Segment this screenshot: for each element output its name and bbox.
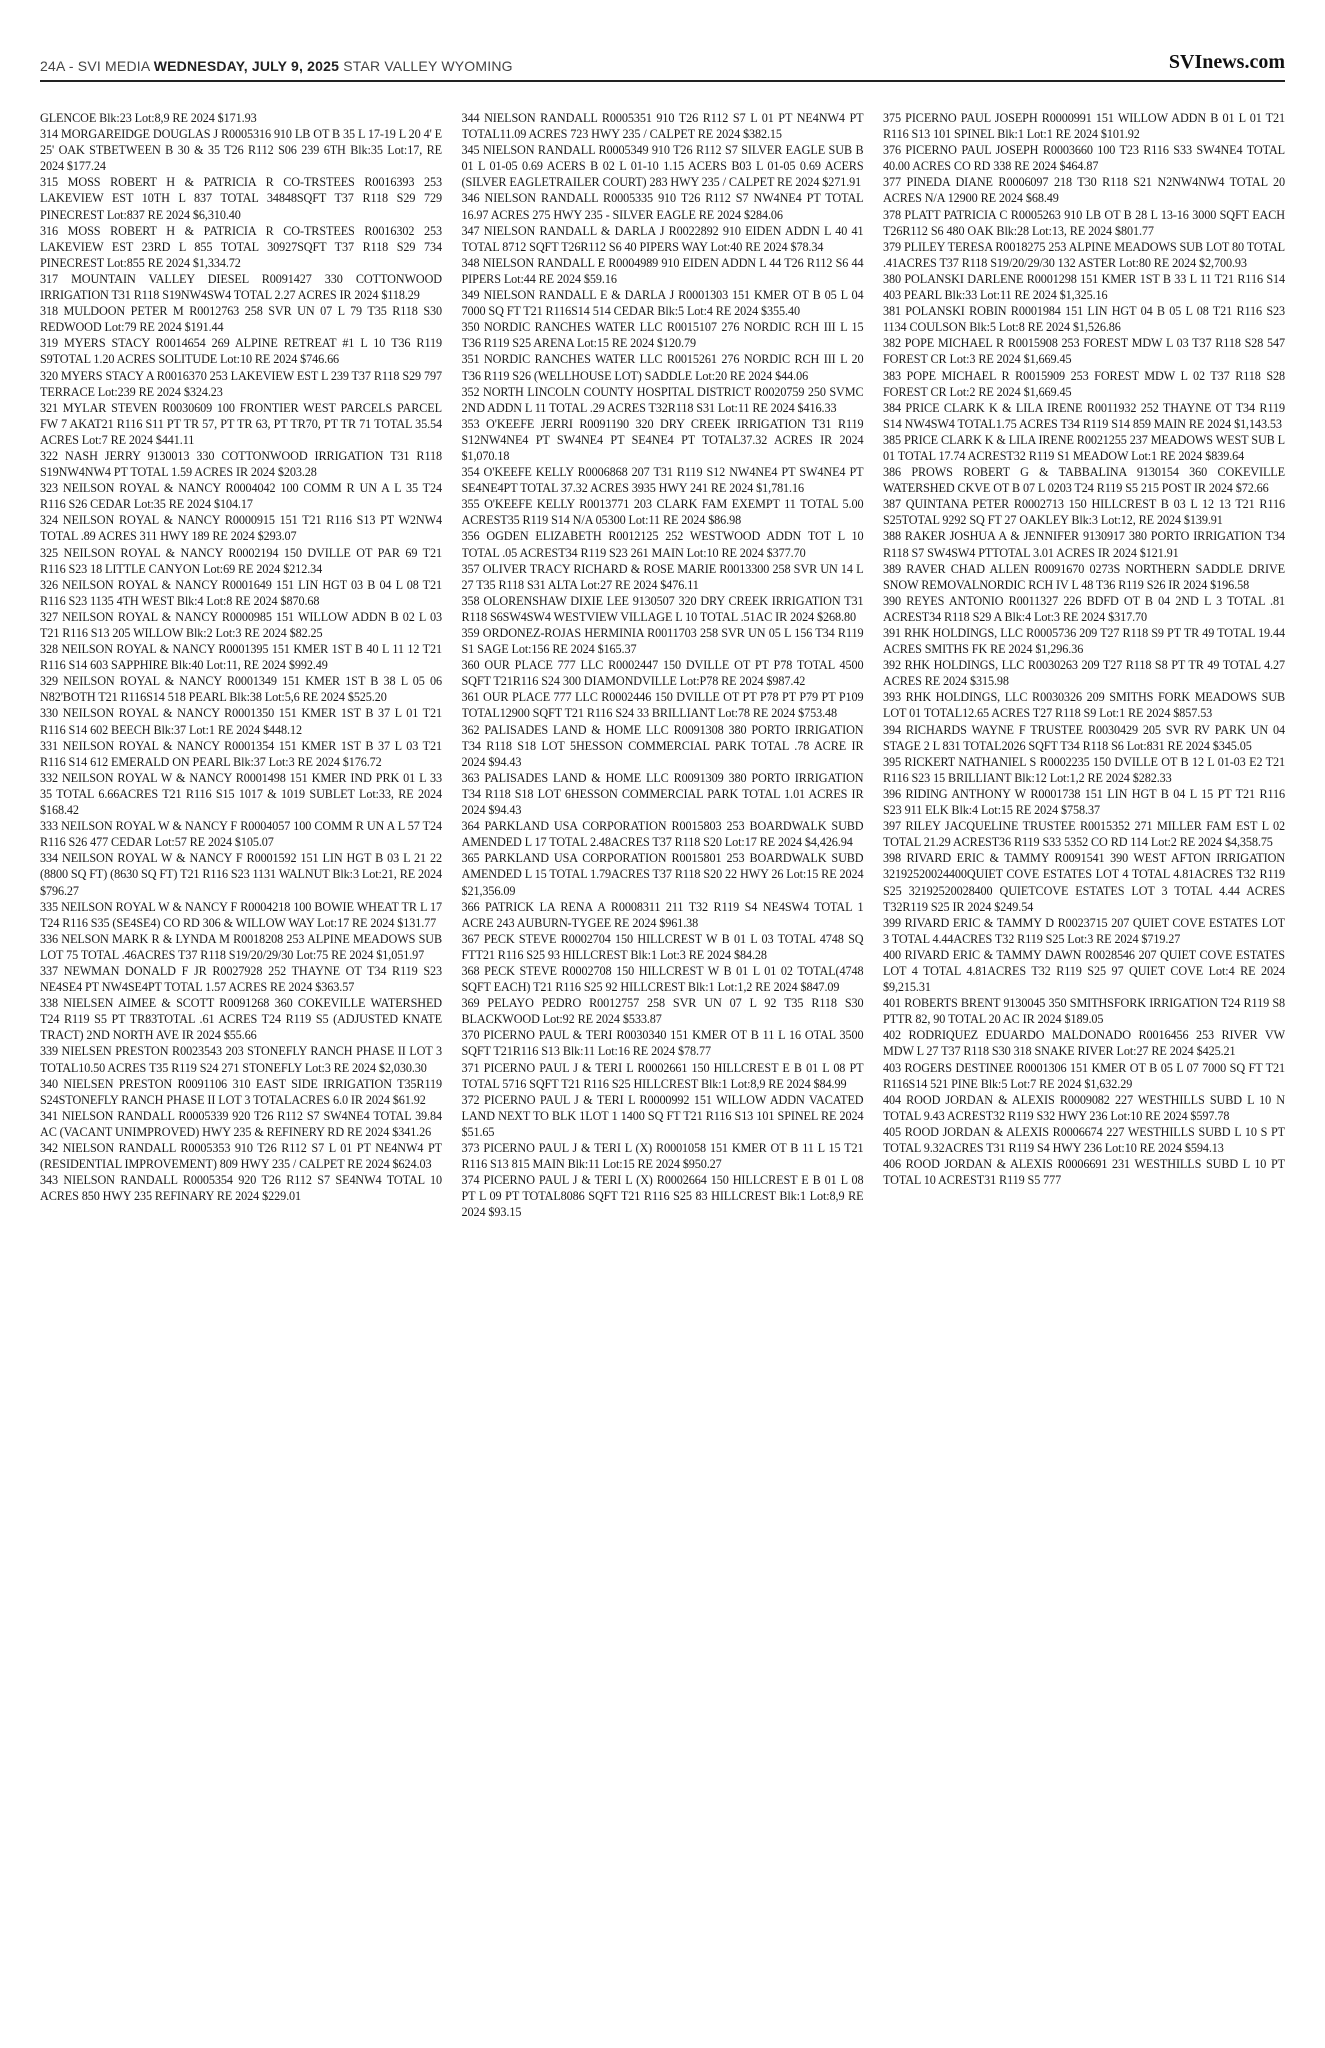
listing-entry: 389 RAVER CHAD ALLEN R0091670 0273S NORTHERN SADDLE DRIVE SNOW REMOVALNORDIC RCH IV L 48 T36 R119 S26 IR 2024 $196.58 <box>883 561 1285 592</box>
listing-entry: 331 NEILSON ROYAL & NANCY R0001354 151 KMER 1ST B 37 L 03 T21 R116 S14 612 EMERALD ON PEARL Blk:37 Lot:3 RE 2024 $176.72 <box>40 738 442 769</box>
listing-entry: 341 NIELSON RANDALL R0005339 920 T26 R112 S7 SW4NE4 TOTAL 39.84 AC (VACANT UNIMPROVED) HWY 235 & REFINERY RD RE 2024 $341.26 <box>40 1108 442 1139</box>
listing-entry: 354 O'KEEFE KELLY R0006868 207 T31 R119 S12 NW4NE4 PT SW4NE4 PT SE4NE4PT TOTAL 37.32 ACRES 3935 HWY 241 RE 2024 $1,781.16 <box>461 465 864 496</box>
listing-entry: 321 MYLAR STEVEN R0030609 100 FRONTIER WEST PARCELS PARCEL FW 7 AKAT21 R116 S11 PT TR 57, PT TR 63, PT TR70, PT TR 71 TOTAL 35.54 ACRES Lot:7 RE 2024 $441.11 <box>40 400 442 447</box>
listing-entry: 367 PECK STEVE R0002704 150 HILLCREST W B 01 L 03 TOTAL 4748 SQ FTT21 R116 S25 93 HILLCREST Blk:1 Lot:3 RE 2024 $84.28 <box>461 931 864 962</box>
listing-entry: 345 NIELSON RANDALL R0005349 910 T26 R112 S7 SILVER EAGLE SUB B 01 L 01-05 0.69 ACERS B 02 L 01-10 1.15 ACERS B03 L 01-05 0.69 ACERS (SILVER EAGLETRAILER COURT) 283 HWY 235 / CALPET RE 2024 $271.91 <box>461 143 864 190</box>
listing-entry: 330 NEILSON ROYAL & NANCY R0001350 151 KMER 1ST B 37 L 01 T21 R116 S14 602 BEECH Blk:37 Lot:1 RE 2024 $448.12 <box>40 706 442 737</box>
site-name: SVInews.com <box>1168 51 1285 73</box>
listing-entry: 371 PICERNO PAUL J & TERI L R0002661 150 HILLCREST E B 01 L 08 PT TOTAL 5716 SQFT T21 R116 S25 HILLCREST Blk:1 Lot:8,9 RE 2024 $84.99 <box>461 1060 864 1091</box>
listing-entry: 385 PRICE CLARK K & LILA IRENE R0021255 237 MEADOWS WEST SUB L 01 TOTAL 17.74 ACREST32 R119 S1 MEADOW Lot:1 RE 2024 $839.64 <box>883 432 1285 463</box>
listing-entry: 361 OUR PLACE 777 LLC R0002446 150 DVILLE OT PT P78 PT P79 PT P109 TOTAL12900 SQFT T21 R116 S24 33 BRILLIANT Lot:78 RE 2024 $753.48 <box>461 690 864 721</box>
listing-entry: 324 NEILSON ROYAL & NANCY R0000915 151 T21 R116 S13 PT W2NW4 TOTAL .89 ACRES 311 HWY 189 RE 2024 $293.07 <box>40 513 442 544</box>
listing-entry: 323 NEILSON ROYAL & NANCY R0004042 100 COMM R UN A L 35 T24 R116 S26 CEDAR Lot:35 RE 2024 $104.17 <box>40 481 442 512</box>
listing-entry: 375 PICERNO PAUL JOSEPH R0000991 151 WILLOW ADDN B 01 L 01 T21 R116 S13 101 SPINEL Blk:1 Lot:1 RE 2024 $101.92 <box>883 111 1285 142</box>
listing-entry: 364 PARKLAND USA CORPORATION R0015803 253 BOARDWALK SUBD AMENDED L 17 TOTAL 2.48ACRES T37 R118 S20 Lot:17 RE 2024 $4,426.94 <box>461 819 864 850</box>
listing-entry: 378 PLATT PATRICIA C R0005263 910 LB OT B 28 L 13-16 3000 SQFT EACH T26R112 S6 480 OAK Blk:28 Lot:13, RE 2024 $801.77 <box>883 207 1285 238</box>
listing-entry: 392 RHK HOLDINGS, LLC R0030263 209 T27 R118 S8 PT TR 49 TOTAL 4.27 ACRES RE 2024 $315.98 <box>883 658 1285 689</box>
listing-entry: 383 POPE MICHAEL R R0015909 253 FOREST MDW L 02 T37 R118 S28 FOREST CR Lot:2 RE 2024 $1,669.45 <box>883 368 1285 399</box>
listing-entry: 370 PICERNO PAUL & TERI R0030340 151 KMER OT B 11 L 16 OTAL 3500 SQFT T21R116 S13 Blk:11 Lot:16 RE 2024 $78.77 <box>461 1028 864 1059</box>
listing-entry: 381 POLANSKI ROBIN R0001984 151 LIN HGT 04 B 05 L 08 T21 R116 S23 1134 COULSON Blk:5 Lot:8 RE 2024 $1,526.86 <box>883 304 1285 335</box>
listing-entry: 316 MOSS ROBERT H & PATRICIA R CO-TRSTEES R0016302 253 LAKEVIEW EST 23RD L 855 TOTAL 30927SQFT T37 R118 S29 734 PINECREST Lot:855 RE 2024 $1,334.72 <box>40 223 442 270</box>
listing-entry: 347 NIELSON RANDALL & DARLA J R0022892 910 EIDEN ADDN L 40 41 TOTAL 8712 SQFT T26R112 S6 40 PIPERS WAY Lot:40 RE 2024 $78.34 <box>461 223 864 254</box>
listing-entry: 399 RIVARD ERIC & TAMMY D R0023715 207 QUIET COVE ESTATES LOT 3 TOTAL 4.44ACRES T32 R119 S25 Lot:3 RE 2024 $719.27 <box>883 915 1285 946</box>
listing-entry: 363 PALISADES LAND & HOME LLC R0091309 380 PORTO IRRIGATION T34 R118 S18 LOT 6HESSON COMMERCIAL PARK TOTAL 1.01 ACRES IR 2024 $94.43 <box>461 770 864 818</box>
listing-entry: 356 OGDEN ELIZABETH R0012125 252 WESTWOOD ADDN TOT L 10 TOTAL .05 ACREST34 R119 S23 261 MAIN Lot:10 RE 2024 $377.70 <box>461 529 864 560</box>
listing-entry: 379 PLILEY TERESA R0018275 253 ALPINE MEADOWS SUB LOT 80 TOTAL .41ACRES T37 R118 S19/20/29/30 132 ASTER Lot:80 RE 2024 $2,700.93 <box>883 239 1285 270</box>
listing-entry: 348 NIELSON RANDALL E R0004989 910 EIDEN ADDN L 44 T26 R112 S6 44 PIPERS Lot:44 RE 2024 $59.16 <box>461 255 864 286</box>
listing-entry: 394 RICHARDS WAYNE F TRUSTEE R0030429 205 SVR RV PARK UN 04 STAGE 2 L 831 TOTAL2026 SQFT T34 R118 S6 Lot:831 RE 2024 $345.05 <box>883 722 1285 753</box>
listing-entry: 350 NORDIC RANCHES WATER LLC R0015107 276 NORDIC RCH III L 15 T36 R119 S25 ARENA Lot:15 RE 2024 $120.79 <box>461 320 864 351</box>
listing-entry: 352 NORTH LINCOLN COUNTY HOSPITAL DISTRICT R0020759 250 SVMC 2ND ADDN L 11 TOTAL .29 ACRES T32R118 S31 Lot:11 RE 2024 $416.33 <box>461 384 864 415</box>
listing-entry: 390 REYES ANTONIO R0011327 226 BDFD OT B 04 2ND L 3 TOTAL .81 ACREST34 R118 S29 A Blk:4 Lot:3 RE 2024 $317.70 <box>883 593 1285 624</box>
listing-entry: 404 ROOD JORDAN & ALEXIS R0009082 227 WESTHILLS SUBD L 10 N TOTAL 9.43 ACREST32 R119 S32 HWY 236 Lot:10 RE 2024 $597.78 <box>883 1092 1285 1123</box>
listing-entry: 336 NELSON MARK R & LYNDA M R0018208 253 ALPINE MEADOWS SUB LOT 75 TOTAL .46ACRES T37 R118 S19/20/29/30 Lot:75 RE 2024 $1,051.97 <box>40 931 442 962</box>
listing-entry: 372 PICERNO PAUL J & TERI L R0000992 151 WILLOW ADDN VACATED LAND NEXT TO BLK 1LOT 1 1400 SQ FT T21 R116 S13 101 SPINEL RE 2024 $51.65 <box>461 1092 864 1139</box>
listing-columns <box>40 110 1285 2010</box>
listing-entry: 380 POLANSKI DARLENE R0001298 151 KMER 1ST B 33 L 11 T21 R116 S14 403 PEARL Blk:33 Lot:11 RE 2024 $1,325.16 <box>883 271 1285 303</box>
listing-entry: 339 NIELSEN PRESTON R0023543 203 STONEFLY RANCH PHASE II LOT 3 TOTAL10.50 ACRES T35 R119 S24 271 STONEFLY Lot:3 RE 2024 $2,030.30 <box>40 1044 442 1075</box>
listing-entry: 393 RHK HOLDINGS, LLC R0030326 209 SMITHS FORK MEADOWS SUB LOT 01 TOTAL12.65 ACRES T27 R118 S9 Lot:1 RE 2024 $857.53 <box>883 690 1285 721</box>
listing-entry: 403 ROGERS DESTINEE R0001306 151 KMER OT B 05 L 07 7000 SQ FT T21 R116S14 521 PINE Blk:5 Lot:7 RE 2024 $1,632.29 <box>883 1060 1285 1091</box>
location: STAR VALLEY WYOMING <box>343 58 513 74</box>
listing-entry: 360 OUR PLACE 777 LLC R0002447 150 DVILLE OT PT P78 TOTAL 4500 SQFT T21R116 S24 300 DIAMONDVILLE Lot:P78 RE 2024 $987.42 <box>461 658 864 689</box>
listing-entry: 358 OLORENSHAW DIXIE LEE 9130507 320 DRY CREEK IRRIGATION T31 R118 S6SW4SW4 WESTVIEW VILLAGE L 10 TOTAL .51AC IR 2024 $268.80 <box>461 593 864 624</box>
page-header-left: 24A - SVI MEDIA WEDNESDAY, JULY 9, 2025 STAR VALLEY WYOMING <box>40 58 513 74</box>
listing-entry: 342 NIELSON RANDALL R0005353 910 T26 R112 S7 L 01 PT NE4NW4 PT (RESIDENTIAL IMPROVEMENT) 809 HWY 235 / CALPET RE 2024 $624.03 <box>40 1141 442 1172</box>
column-1 <box>40 110 442 2010</box>
listing-entry: 376 PICERNO PAUL JOSEPH R0003660 100 T23 R116 S33 SW4NE4 TOTAL 40.00 ACRES CO RD 338 RE 2024 $464.87 <box>883 143 1285 174</box>
listing-entry: 328 NEILSON ROYAL & NANCY R0001395 151 KMER 1ST B 40 L 11 12 T21 R116 S14 603 SAPPHIRE Blk:40 Lot:11, RE 2024 $992.49 <box>40 642 442 673</box>
listing-entry: 374 PICERNO PAUL J & TERI L (X) R0002664 150 HILLCREST E B 01 L 08 PT L 09 PT TOTAL8086 SQFT T21 R116 S25 83 HILLCREST Blk:1 Lot:8,9 RE 2024 $93.15 <box>461 1173 864 1220</box>
listing-entry: 406 ROOD JORDAN & ALEXIS R0006691 231 WESTHILLS SUBD L 10 PT TOTAL 10 ACREST31 R119 S5 777 <box>883 1157 1285 1188</box>
listing-entry: 332 NEILSON ROYAL W & NANCY R0001498 151 KMER IND PRK 01 L 33 35 TOTAL 6.66ACRES T21 R116 S15 1017 & 1019 SUBLET Lot:33, RE 2024 $168.42 <box>40 770 442 818</box>
listing-entry: 329 NEILSON ROYAL & NANCY R0001349 151 KMER 1ST B 38 L 05 06 N82'BOTH T21 R116S14 518 PEARL Blk:38 Lot:5,6 RE 2024 $525.20 <box>40 674 442 705</box>
listing-entry: 397 RILEY JACQUELINE TRUSTEE R0015352 271 MILLER FAM EST L 02 TOTAL 21.29 ACREST36 R119 S33 5352 CO RD 114 Lot:2 RE 2024 $4,358.75 <box>883 819 1285 850</box>
listing-entry: 365 PARKLAND USA CORPORATION R0015801 253 BOARDWALK SUBD AMENDED L 15 TOTAL 1.79ACRES T37 R118 S20 22 HWY 26 Lot:15 RE 2024 $21,356.09 <box>461 851 864 898</box>
listing-entry: 314 MORGAREIDGE DOUGLAS J R0005316 910 LB OT B 35 L 17-19 L 20 4' E 25' OAK STBETWEEN B 30 & 35 T26 R112 S06 239 6TH Blk:35 Lot:17, RE 2024 $177.24 <box>40 127 442 174</box>
listing-entry: 400 RIVARD ERIC & TAMMY DAWN R0028546 207 QUIET COVE ESTATES LOT 4 TOTAL 4.81ACRES T32 R119 S25 97 QUIET COVE Lot:4 RE 2024 $9,215.31 <box>883 947 1285 995</box>
page-number: 24A <box>40 58 65 74</box>
column-2 <box>462 110 864 2010</box>
listing-entry: 334 NEILSON ROYAL W & NANCY F R0001592 151 LIN HGT B 03 L 21 22 (8800 SQ FT) (8630 SQ FT) T21 R116 S23 1131 WALNUT Blk:3 Lot:21, RE 2024 $796.27 <box>40 851 442 898</box>
listing-entry: 320 MYERS STACY A R0016370 253 LAKEVIEW EST L 239 T37 R118 S29 797 TERRACE Lot:239 RE 2024 $324.23 <box>40 368 442 399</box>
listing-entry: 398 RIVARD ERIC & TAMMY R0091541 390 WEST AFTON IRRIGATION 32192520024400QUIET COVE ESTATES LOT 4 TOTAL 4.81ACRES T32 R119 S25 32192520028400 QUIETCOVE ESTATES LOT 3 TOTAL 4.44 ACRES T32R119 S25 IR 2024 $249.54 <box>883 851 1285 914</box>
listing-entry: 322 NASH JERRY 9130013 330 COTTONWOOD IRRIGATION T31 R118 S19NW4NW4 PT TOTAL 1.59 ACRES IR 2024 $203.28 <box>40 448 442 480</box>
listing-entry: 344 NIELSON RANDALL R0005351 910 T26 R112 S7 L 01 PT NE4NW4 PT TOTAL11.09 ACRES 723 HWY 235 / CALPET RE 2024 $382.15 <box>461 111 864 142</box>
listing-entry: 369 PELAYO PEDRO R0012757 258 SVR UN 07 L 92 T35 R118 S30 BLACKWOOD Lot:92 RE 2024 $533.87 <box>461 996 864 1027</box>
page-header <box>40 52 1285 82</box>
listing-entry: 384 PRICE CLARK K & LILA IRENE R0011932 252 THAYNE OT T34 R119 S14 NW4SW4 TOTAL1.75 ACRES T34 R119 S14 859 MAIN RE 2024 $1,143.53 <box>883 400 1285 431</box>
listing-entry: 386 PROWS ROBERT G & TABBALINA 9130154 360 COKEVILLE WATERSHED CKVE OT B 07 L 0203 T24 R119 S5 215 POST IR 2024 $72.66 <box>883 465 1285 496</box>
listing-entry: 343 NIELSON RANDALL R0005354 920 T26 R112 S7 SE4NW4 TOTAL 10 ACRES 850 HWY 235 REFINARY RE 2024 $229.01 <box>40 1173 442 1204</box>
listing-entry: 318 MULDOON PETER M R0012763 258 SVR UN 07 L 79 T35 R118 S30 REDWOOD Lot:79 RE 2024 $191.44 <box>40 304 442 335</box>
listing-entry: 326 NEILSON ROYAL & NANCY R0001649 151 LIN HGT 03 B 04 L 08 T21 R116 S23 1135 4TH WEST Blk:4 Lot:8 RE 2024 $870.68 <box>40 577 442 608</box>
listing-entry: 395 RICKERT NATHANIEL S R0002235 150 DVILLE OT B 12 L 01-03 E2 T21 R116 S23 15 BRILLIANT Blk:12 Lot:1,2 RE 2024 $282.33 <box>883 754 1285 785</box>
listing-entry: 346 NIELSON RANDALL R0005335 910 T26 R112 S7 NW4NE4 PT TOTAL 16.97 ACRES 275 HWY 235 - SILVER EAGLE RE 2024 $284.06 <box>461 191 864 222</box>
listing-entry: 402 RODRIQUEZ EDUARDO MALDONADO R0016456 253 RIVER VW MDW L 27 T37 R118 S30 318 SNAKE RIVER Lot:27 RE 2024 $425.21 <box>883 1028 1285 1059</box>
listing-entry: 333 NEILSON ROYAL W & NANCY F R0004057 100 COMM R UN A L 57 T24 R116 S26 477 CEDAR Lot:57 RE 2024 $105.07 <box>40 819 442 850</box>
listing-entry: 373 PICERNO PAUL J & TERI L (X) R0001058 151 KMER OT B 11 L 15 T21 R116 S13 815 MAIN Blk:11 Lot:15 RE 2024 $950.27 <box>461 1141 864 1172</box>
listing-entry: 377 PINEDA DIANE R0006097 218 T30 R118 S21 N2NW4NW4 TOTAL 20 ACRES N/A 12900 RE 2024 $68.49 <box>883 175 1285 206</box>
listing-entry: 391 RHK HOLDINGS, LLC R0005736 209 T27 R118 S9 PT TR 49 TOTAL 19.44 ACRES SMITHS FK RE 2024 $1,296.36 <box>883 626 1285 657</box>
listing-entry: 340 NIELSEN PRESTON R0091106 310 EAST SIDE IRRIGATION T35R119 S24STONEFLY RANCH PHASE II LOT 3 TOTALACRES 6.0 IR 2024 $61.92 <box>40 1076 442 1107</box>
issue-date: WEDNESDAY, JULY 9, 2025 <box>153 58 340 74</box>
listing-entry: 327 NEILSON ROYAL & NANCY R0000985 151 WILLOW ADDN B 02 L 03 T21 R116 S13 205 WILLOW Blk:2 Lot:3 RE 2024 $82.25 <box>40 609 442 640</box>
listing-entry: 362 PALISADES LAND & HOME LLC R0091308 380 PORTO IRRIGATION T34 R118 S18 LOT 5HESSON COMMERCIAL PARK TOTAL .78 ACRE IR 2024 $94.43 <box>461 722 864 769</box>
listing-entry: 349 NIELSON RANDALL E & DARLA J R0001303 151 KMER OT B 05 L 04 7000 SQ FT T21 R116S14 514 CEDAR Blk:5 Lot:4 RE 2024 $355.40 <box>461 288 864 319</box>
column-3 <box>883 110 1285 2010</box>
listing-entry: 368 PECK STEVE R0002708 150 HILLCREST W B 01 L 01 02 TOTAL(4748 SQFT EACH) T21 R116 S25 92 HILLCREST Blk:1 Lot:1,2 RE 2024 $847.09 <box>461 963 864 995</box>
listing-entry: 387 QUINTANA PETER R0002713 150 HILLCREST B 03 L 12 13 T21 R116 S25TOTAL 9292 SQ FT 27 OAKLEY Blk:3 Lot:12, RE 2024 $139.91 <box>883 497 1285 528</box>
listing-entry: 315 MOSS ROBERT H & PATRICIA R CO-TRSTEES R0016393 253 LAKEVIEW EST 10TH L 837 TOTAL 34848SQFT T37 R118 S29 729 PINECREST Lot:837 RE 2024 $6,310.40 <box>40 175 442 222</box>
listing-entry: 351 NORDIC RANCHES WATER LLC R0015261 276 NORDIC RCH III L 20 T36 R119 S26 (WELLHOUSE LOT) SADDLE Lot:20 RE 2024 $44.06 <box>461 352 864 383</box>
listing-entry: 325 NEILSON ROYAL & NANCY R0002194 150 DVILLE OT PAR 69 T21 R116 S23 18 LITTLE CANYON Lot:69 RE 2024 $212.34 <box>40 545 442 576</box>
listing-entry: 337 NEWMAN DONALD F JR R0027928 252 THAYNE OT T34 R119 S23 NE4SE4 PT NW4SE4PT TOTAL 1.57 ACRES RE 2024 $363.57 <box>40 963 442 995</box>
listing-entry: 338 NIELSEN AIMEE & SCOTT R0091268 360 COKEVILLE WATERSHED T24 R119 S5 PT TR83TOTAL .61 ACRES T24 R119 S5 (ADJUSTED KNATE TRACT) 2ND NORTH AVE IR 2024 $55.66 <box>40 996 442 1043</box>
listing-entry: 405 ROOD JORDAN & ALEXIS R0006674 227 WESTHILLS SUBD L 10 S PT TOTAL 9.32ACRES T31 R119 S4 HWY 236 Lot:10 RE 2024 $594.13 <box>883 1124 1285 1155</box>
publisher: SVI MEDIA <box>77 58 150 74</box>
listing-entry: 319 MYERS STACY R0014654 269 ALPINE RETREAT #1 L 10 T36 R119 S9TOTAL 1.20 ACRES SOLITUDE Lot:10 RE 2024 $746.66 <box>40 336 442 367</box>
listing-entry: 382 POPE MICHAEL R R0015908 253 FOREST MDW L 03 T37 R118 S28 547 FOREST CR Lot:3 RE 2024 $1,669.45 <box>883 336 1285 367</box>
listing-entry: 388 RAKER JOSHUA A & JENNIFER 9130917 380 PORTO IRRIGATION T34 R118 S7 SW4SW4 PTTOTAL 3.01 ACRES IR 2024 $121.91 <box>883 529 1285 560</box>
listing-entry: 396 RIDING ANTHONY W R0001738 151 LIN HGT B 04 L 15 PT T21 R116 S23 911 ELK Blk:4 Lot:15 RE 2024 $758.37 <box>883 786 1285 818</box>
listing-entry: 359 ORDONEZ-ROJAS HERMINIA R0011703 258 SVR UN 05 L 156 T34 R119 S1 SAGE Lot:156 RE 2024 $165.37 <box>461 626 864 657</box>
listing-entry: 366 PATRICK LA RENA A R0008311 211 T32 R119 S4 NE4SW4 TOTAL 1 ACRE 243 AUBURN-TYGEE RE 2024 $961.38 <box>461 899 864 930</box>
listing-entry: 335 NEILSON ROYAL W & NANCY F R0004218 100 BOWIE WHEAT TR L 17 T24 R116 S35 (SE4SE4) CO RD 306 & WILLOW WAY Lot:17 RE 2024 $131.77 <box>40 899 442 930</box>
listing-entry: 317 MOUNTAIN VALLEY DIESEL R0091427 330 COTTONWOOD IRRIGATION T31 R118 S19NW4SW4 TOTAL 2.27 ACRES IR 2024 $118.29 <box>40 271 442 303</box>
listing-entry: 357 OLIVER TRACY RICHARD & ROSE MARIE R0013300 258 SVR UN 14 L 27 T35 R118 S31 ALTA Lot:27 RE 2024 $476.11 <box>461 561 864 592</box>
listing-entry: 355 O'KEEFE KELLY R0013771 203 CLARK FAM EXEMPT 11 TOTAL 5.00 ACREST35 R119 S14 N/A 05300 Lot:11 RE 2024 $86.98 <box>461 497 864 528</box>
listing-entry: 353 O'KEEFE JERRI R0091190 320 DRY CREEK IRRIGATION T31 R119 S12NW4NE4 PT SW4NE4 PT SE4NE4 PT TOTAL37.32 ACRES IR 2024 $1,070.18 <box>461 416 864 463</box>
listing-entry: 401 ROBERTS BRENT 9130045 350 SMITHSFORK IRRIGATION T24 R119 S8 PTTR 82, 90 TOTAL 20 AC IR 2024 $189.05 <box>883 996 1285 1027</box>
listing-entry: GLENCOE Blk:23 Lot:8,9 RE 2024 $171.93 <box>40 111 257 125</box>
